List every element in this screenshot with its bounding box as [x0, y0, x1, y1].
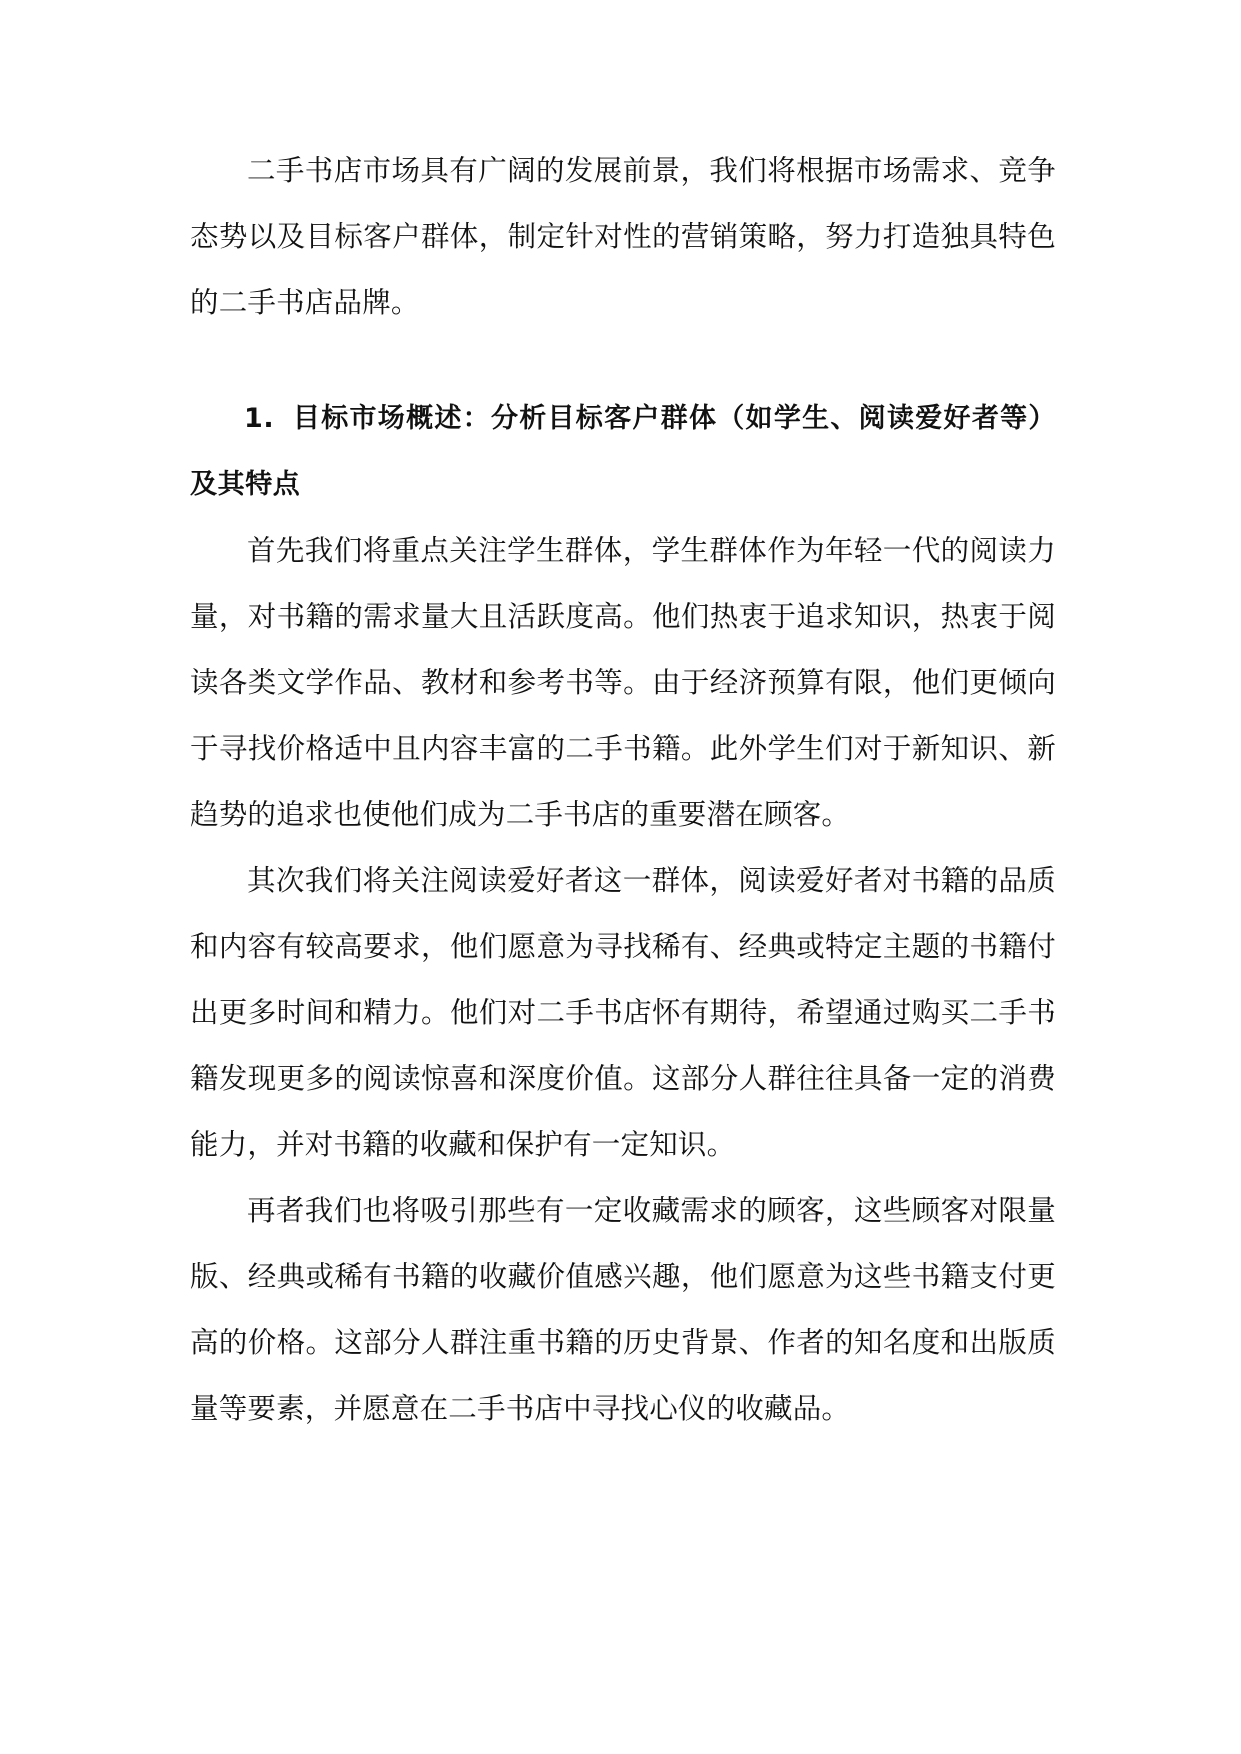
body-paragraph-collectors: 再者我们也将吸引那些有一定收藏需求的顾客，这些顾客对限量版、经典或稀有书籍的收藏价值感兴趣，他们愿意为这些书籍支付更高的价格。这部分人群注重书籍的历史背景、作者的知名度和出版质量等要素，并愿意在二手书店中寻找心仪的收藏品。: [190, 1194, 1056, 1425]
section-title: 目标市场概述：分析目标客户群体（如学生、阅读爱好者等）及其特点: [190, 403, 1056, 500]
body-paragraph-students: 首先我们将重点关注学生群体，学生群体作为年轻一代的阅读力量，对书籍的需求量大且活跃度高。他们热衷于追求知识，热衷于阅读各类文学作品、教材和参考书等。由于经济预算有限，他们更倾向于寻找价格适中且内容丰富的二手书籍。此外学生们对于新知识、新趋势的追求也使他们成为二手书店的重要潜在顾客。: [190, 534, 1056, 831]
section-number: 1.: [244, 403, 275, 434]
intro-paragraph: 二手书店市场具有广阔的发展前景，我们将根据市场需求、竞争态势以及目标客户群体，制定针对性的营销策略，努力打造独具特色的二手书店品牌。: [190, 154, 1056, 319]
body-paragraph-readers: 其次我们将关注阅读爱好者这一群体，阅读爱好者对书籍的品质和内容有较高要求，他们愿意为寻找稀有、经典或特定主题的书籍付出更多时间和精力。他们对二手书店怀有期待，希望通过购买二手书籍发现更多的阅读惊喜和深度价值。这部分人群往往具备一定的消费能力，并对书籍的收藏和保护有一定知识。: [190, 864, 1056, 1161]
section-heading: [190, 386, 1056, 518]
